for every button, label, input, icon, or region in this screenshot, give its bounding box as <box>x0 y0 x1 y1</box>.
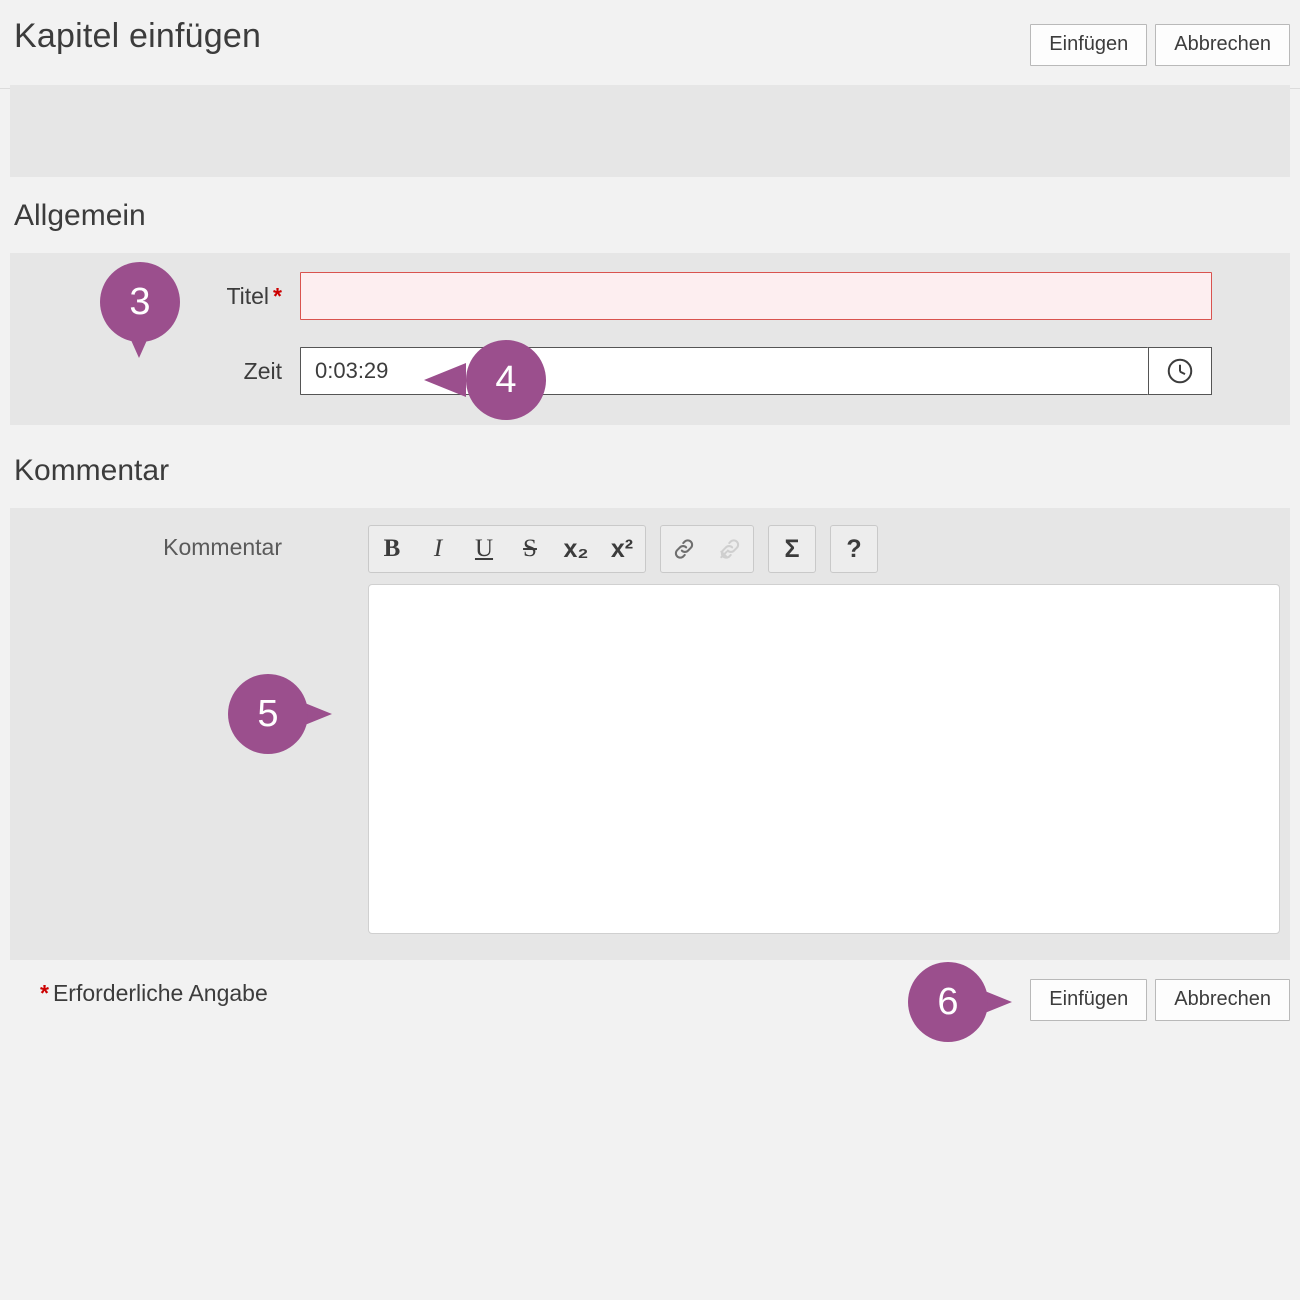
callout-number-5: 5 <box>228 674 308 754</box>
clock-icon[interactable] <box>1148 347 1212 395</box>
section-heading-comment: Kommentar <box>14 454 170 487</box>
underline-button[interactable]: U <box>461 526 507 572</box>
page-title: Kapitel einfügen <box>14 17 262 55</box>
insert-formula-button[interactable]: Σ <box>769 526 815 572</box>
section-heading-general: Allgemein <box>14 199 146 232</box>
formula-group <box>768 525 816 573</box>
required-note-marker: * <box>40 980 49 1006</box>
help-button[interactable]: ? <box>831 526 877 572</box>
italic-button[interactable]: I <box>415 526 461 572</box>
callout-number-4: 4 <box>466 340 546 420</box>
bold-button[interactable]: B <box>369 526 415 572</box>
time-field-row <box>10 347 1212 395</box>
title-input[interactable] <box>300 272 1212 320</box>
header-button-group <box>1030 24 1290 66</box>
superscript-button[interactable]: x² <box>599 526 645 572</box>
insert-link-icon[interactable] <box>661 526 707 572</box>
title-required-marker: * <box>273 282 282 309</box>
callout-number-6: 6 <box>908 962 988 1042</box>
time-input[interactable] <box>300 347 1148 395</box>
insert-button-top[interactable]: Einfügen <box>1030 24 1147 66</box>
help-group <box>830 525 878 573</box>
cancel-button-top[interactable]: Abbrechen <box>1155 24 1290 66</box>
comment-editor-toolbar <box>368 524 1280 574</box>
comment-panel <box>10 508 1290 960</box>
insert-button-bottom[interactable]: Einfügen <box>1030 979 1147 1021</box>
required-note-text: Erforderliche Angabe <box>52 980 268 1006</box>
dialog-header <box>0 0 1300 89</box>
comment-textarea[interactable] <box>368 584 1280 934</box>
title-field-label <box>10 283 300 310</box>
top-toolbar-strip <box>10 85 1290 177</box>
required-note <box>40 980 268 1007</box>
subscript-button[interactable]: x₂ <box>553 526 599 572</box>
strikethrough-button[interactable]: S <box>507 526 553 572</box>
cancel-button-bottom[interactable]: Abbrechen <box>1155 979 1290 1021</box>
comment-editor <box>368 524 1280 939</box>
footer-button-group <box>1030 979 1290 1021</box>
link-group <box>660 525 754 573</box>
text-format-group <box>368 525 646 573</box>
callout-marker-6 <box>908 962 1012 1042</box>
time-field-label: Zeit <box>243 357 282 384</box>
general-panel <box>10 253 1290 425</box>
comment-field-label: Kommentar <box>163 534 282 560</box>
callout-tail-6 <box>970 985 1012 1019</box>
title-field-row <box>10 272 1212 320</box>
remove-link-icon[interactable] <box>707 526 753 572</box>
title-label-text: Titel <box>226 282 270 309</box>
callout-number-3: 3 <box>100 262 180 342</box>
